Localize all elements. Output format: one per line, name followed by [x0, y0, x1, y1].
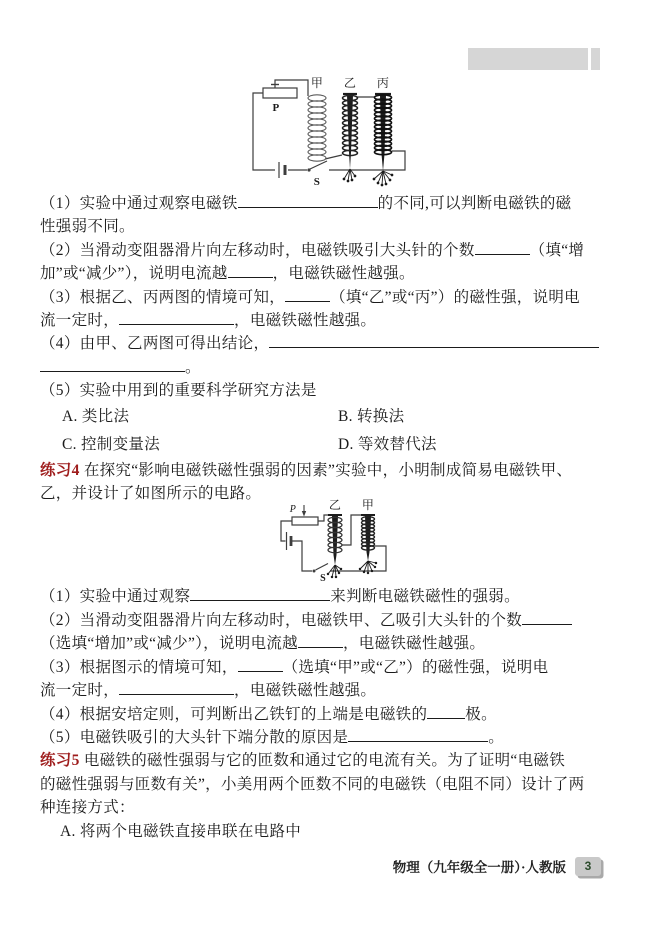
answer-blank — [475, 240, 530, 255]
text-run: 性强弱不同。 — [40, 218, 135, 236]
footer-book-label: 物理（九年级全一册）·人教版 — [392, 860, 566, 875]
rheostat — [289, 504, 318, 525]
pins — [343, 169, 356, 182]
option-b: B. 转换法 — [338, 407, 405, 425]
coil-label-jia: 甲 — [310, 76, 324, 90]
text-run: （5）实验中用到的重要科学研究方法是 — [40, 382, 317, 400]
pins — [359, 561, 377, 574]
coil-label-yi: 乙 — [328, 499, 342, 513]
question-4-1 — [40, 585, 618, 608]
slider-arrowhead — [302, 511, 306, 517]
rheostat — [263, 85, 297, 115]
answer-blank — [285, 287, 330, 302]
page-number-badge: 3 — [575, 857, 601, 876]
switch-label: S — [313, 176, 321, 188]
coil-with-nail-jia — [359, 515, 377, 574]
text-run: 加”或“减少”），说明电流越 — [40, 265, 228, 283]
header-gray-bar — [468, 48, 588, 70]
answer-blank — [190, 587, 330, 602]
switch-label: S — [320, 573, 326, 585]
slider-label: P — [272, 102, 280, 114]
text-run: （4）由甲、乙两图可得出结论， — [40, 335, 270, 353]
text-run: 。 — [185, 358, 201, 376]
text-run: （2）当滑动变阻器滑片向左移动时，电磁铁甲、乙吸引大头针的个数 — [40, 611, 523, 629]
answer-blank — [228, 263, 273, 278]
text-run: 在探究“影响电磁铁磁性强弱的因素”实验中，小明制成简易电磁铁甲、 — [79, 461, 573, 479]
question-3-4 — [40, 332, 618, 379]
answer-blank — [348, 727, 488, 742]
header-gray-tab — [591, 48, 600, 70]
text-run: （1）实验中通过观察电磁铁 — [40, 195, 238, 212]
text-run: 流一定时， — [40, 312, 120, 330]
page-content — [40, 72, 618, 843]
exercise4-intro — [40, 459, 618, 506]
text-run: 电磁铁的磁性强弱与它的匝数和通过它的电流有关。为了证明“电磁铁 — [79, 752, 566, 770]
text-run: ，电磁铁磁性越强。 — [272, 265, 415, 283]
text-run: ，电磁铁磁性越强。 — [234, 682, 377, 700]
text-run: （1）实验中通过观察 — [40, 588, 191, 606]
exercise-label: 练习4 — [40, 461, 80, 479]
question-3-3 — [40, 286, 618, 333]
circuit-figure-1 — [245, 72, 618, 192]
text-run: （选填“甲”或“乙”）的磁性强，说明电 — [282, 658, 549, 676]
text-run: （4）根据安培定则，可判断出乙铁钉的上端是电磁铁的 — [40, 705, 428, 723]
option-c: C. 控制变量法 — [62, 435, 160, 453]
switch-icon — [307, 161, 327, 188]
text-run: （3）根据乙、丙两图的情境可知， — [40, 288, 286, 306]
text-run: 的磁性强弱与匝数有关”，小美用两个匝数不同的电磁铁（电阻不同）设计了两 — [40, 775, 585, 793]
text-run: （5）电磁铁吸引的大头针下端分散的原因是 — [40, 728, 349, 746]
exercise-label: 练习5 — [40, 752, 80, 770]
question-4-5 — [40, 726, 618, 749]
text-run: （填“乙”或“丙”）的磁性强，说明电 — [330, 288, 580, 306]
text-run: 。 — [488, 728, 505, 746]
text-run: 的不同,可以判断电磁铁的磁 — [377, 195, 572, 212]
text-run: （填“增 — [529, 241, 585, 259]
answer-blank — [40, 357, 185, 372]
text-run: （选填“增加”或“减少”），说明电流越 — [40, 635, 298, 653]
question-4-4 — [40, 703, 618, 726]
battery-icon — [279, 162, 285, 178]
answer-blank — [269, 334, 599, 349]
slider-label: P — [289, 504, 297, 516]
option-d: D. 等效替代法 — [338, 435, 437, 453]
text-run: 来判断电磁铁磁性的强弱。 — [330, 588, 520, 606]
coil-air-core — [308, 95, 326, 161]
coil-label-yi: 乙 — [343, 76, 357, 90]
text-run: 种连接方式： — [40, 799, 135, 817]
answer-blank — [427, 704, 465, 719]
text-run: 流一定时， — [40, 682, 120, 700]
circuit-figure-2 — [278, 499, 618, 585]
question-4-3 — [40, 656, 618, 703]
option-a: A. 类比法 — [62, 407, 130, 425]
coil-with-nail-yi — [327, 515, 342, 578]
coil-label-jia: 甲 — [361, 499, 375, 513]
text-run: （2）当滑动变阻器滑片向左移动时，电磁铁吸引大头针的个数 — [40, 241, 475, 259]
exercise5-option-a — [40, 820, 618, 843]
text-run: A. 将两个电磁铁直接串联在电路中 — [60, 822, 302, 840]
coil-with-nail-bing — [373, 94, 393, 186]
coil-label-bing: 丙 — [376, 76, 390, 90]
answer-blank — [298, 633, 343, 648]
text-run: ，电磁铁磁性越强。 — [234, 312, 377, 330]
question-3-2 — [40, 239, 618, 286]
page-footer — [0, 856, 661, 876]
battery-icon — [287, 532, 292, 550]
question-3-1 — [40, 192, 618, 239]
text-run: 乙，并设计了如图所示的电路。 — [40, 485, 262, 503]
answer-blank — [238, 657, 283, 672]
answer-blank — [119, 680, 234, 695]
pins — [373, 171, 393, 186]
text-run: （3）根据图示的情境可知， — [40, 658, 238, 676]
question-4-2 — [40, 609, 618, 656]
choice-options — [40, 403, 618, 459]
switch-icon — [313, 564, 329, 585]
text-run: ，电磁铁磁性越强。 — [342, 635, 486, 653]
coil-with-nail-yi — [343, 94, 358, 182]
answer-blank — [522, 610, 572, 625]
answer-blank — [119, 310, 234, 325]
answer-blank — [238, 193, 378, 208]
question-3-5 — [40, 379, 618, 402]
exercise5-intro — [40, 749, 618, 819]
text-run: 极。 — [465, 705, 497, 723]
